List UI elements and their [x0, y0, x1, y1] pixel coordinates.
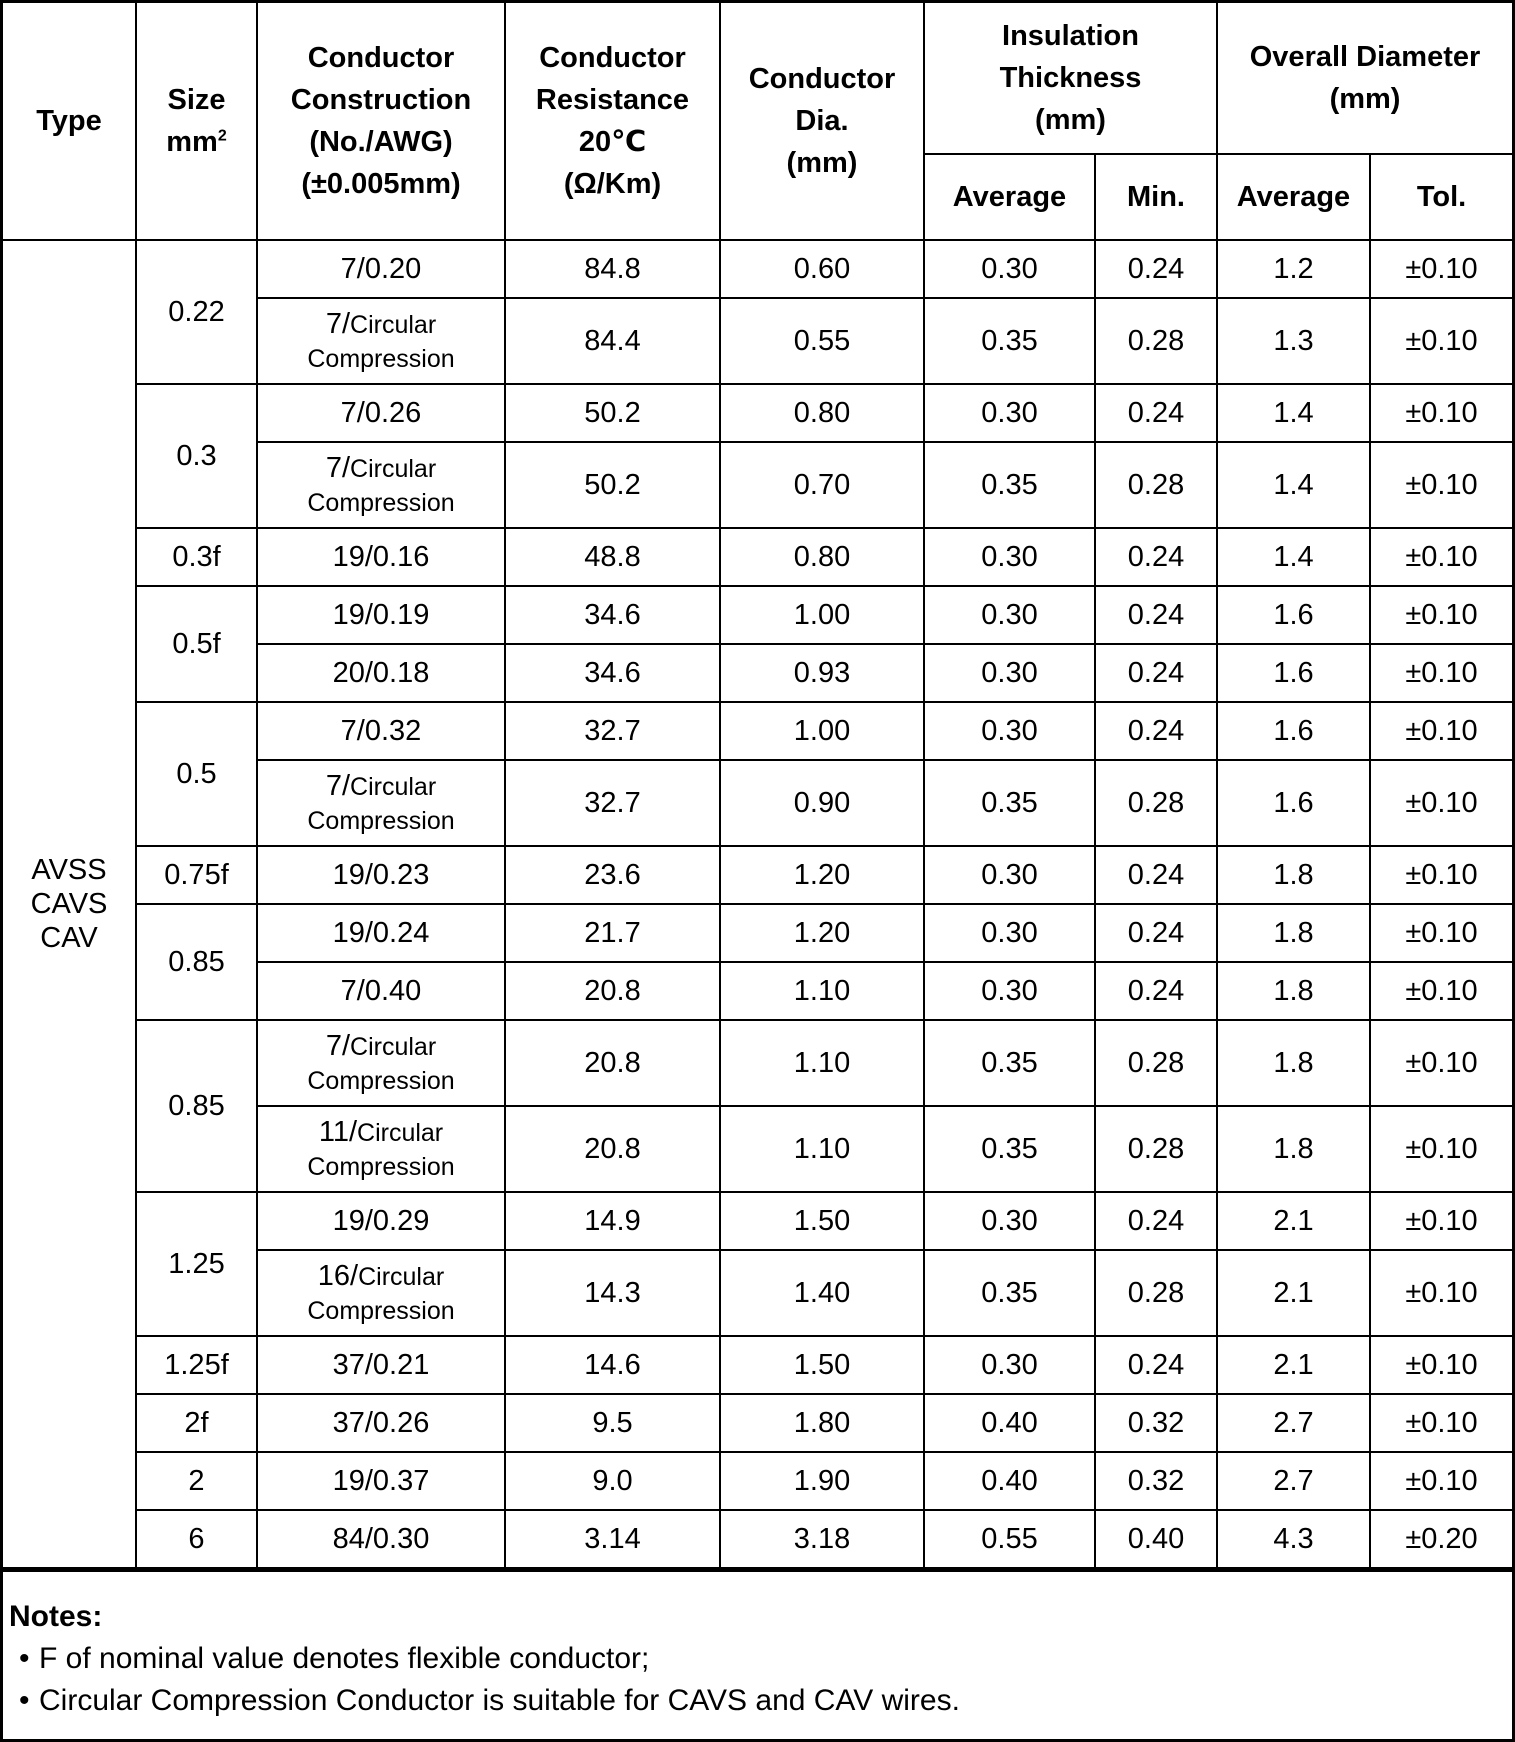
resistance-cell: 14.6 [505, 1336, 720, 1394]
ins-min-cell: 0.28 [1095, 442, 1217, 528]
ins-avg-cell: 0.30 [924, 962, 1095, 1020]
header-insulation-min: Min. [1095, 154, 1217, 240]
overall-avg-cell: 1.6 [1217, 644, 1370, 702]
tol-cell: ±0.10 [1370, 1020, 1512, 1106]
dia-cell: 1.90 [720, 1452, 924, 1510]
construction-cell: 7/0.40 [257, 962, 505, 1020]
resistance-cell: 48.8 [505, 528, 720, 586]
ins-avg-cell: 0.40 [924, 1394, 1095, 1452]
size-cell: 6 [136, 1510, 257, 1568]
tol-cell: ±0.10 [1370, 904, 1512, 962]
tol-cell: ±0.10 [1370, 1106, 1512, 1192]
ins-min-cell: 0.28 [1095, 760, 1217, 846]
size-cell: 1.25f [136, 1336, 257, 1394]
resistance-cell: 50.2 [505, 384, 720, 442]
table-row [3, 240, 1512, 298]
construction-cell: 19/0.19 [257, 586, 505, 644]
notes-title: Notes: [9, 1600, 103, 1633]
table-header [3, 3, 1512, 240]
construction-cell: 19/0.24 [257, 904, 505, 962]
tol-cell: ±0.10 [1370, 528, 1512, 586]
overall-avg-cell: 2.1 [1217, 1250, 1370, 1336]
header-size: Size $mm^2$ [136, 3, 257, 240]
table-row [3, 1020, 1512, 1106]
ins-avg-cell: 0.35 [924, 1020, 1095, 1106]
construction-cell: 7/Circular Compression [257, 760, 505, 846]
ins-avg-cell: 0.30 [924, 528, 1095, 586]
construction-cell: 11/Circular Compression [257, 1106, 505, 1192]
table-row [3, 528, 1512, 586]
ins-avg-cell: 0.35 [924, 760, 1095, 846]
resistance-cell: 9.0 [505, 1452, 720, 1510]
dia-cell: 1.40 [720, 1250, 924, 1336]
dia-cell: 1.00 [720, 586, 924, 644]
overall-avg-cell: 1.6 [1217, 760, 1370, 846]
header-overall-diameter: Overall Diameter (mm) [1217, 3, 1512, 154]
dia-cell: 0.55 [720, 298, 924, 384]
ins-min-cell: 0.24 [1095, 1192, 1217, 1250]
table-row [3, 846, 1512, 904]
header-conductor-dia: Conductor Dia. (mm) [720, 3, 924, 240]
overall-avg-cell: 1.4 [1217, 442, 1370, 528]
dia-cell: 0.70 [720, 442, 924, 528]
dia-cell: 1.10 [720, 1106, 924, 1192]
ins-avg-cell: 0.35 [924, 1106, 1095, 1192]
ins-min-cell: 0.28 [1095, 1020, 1217, 1106]
overall-avg-cell: 1.3 [1217, 298, 1370, 384]
ins-min-cell: 0.24 [1095, 528, 1217, 586]
dia-cell: 1.20 [720, 846, 924, 904]
size-cell: 2f [136, 1394, 257, 1452]
construction-cell: 84/0.30 [257, 1510, 505, 1568]
resistance-cell: 84.8 [505, 240, 720, 298]
tol-cell: ±0.10 [1370, 298, 1512, 384]
construction-cell: 7/Circular Compression [257, 298, 505, 384]
ins-avg-cell: 0.30 [924, 1336, 1095, 1394]
ins-min-cell: 0.24 [1095, 846, 1217, 904]
resistance-cell: 34.6 [505, 644, 720, 702]
ins-avg-cell: 0.55 [924, 1510, 1095, 1568]
ins-min-cell: 0.24 [1095, 384, 1217, 442]
header-insulation-average: Average [924, 154, 1095, 240]
ins-min-cell: 0.32 [1095, 1452, 1217, 1510]
ins-min-cell: 0.32 [1095, 1394, 1217, 1452]
tol-cell: ±0.10 [1370, 1452, 1512, 1510]
overall-avg-cell: 1.2 [1217, 240, 1370, 298]
overall-avg-cell: 2.7 [1217, 1394, 1370, 1452]
ins-min-cell: 0.24 [1095, 1336, 1217, 1394]
table-row [3, 586, 1512, 644]
ins-avg-cell: 0.30 [924, 384, 1095, 442]
dia-cell: 1.80 [720, 1394, 924, 1452]
construction-cell: 7/0.32 [257, 702, 505, 760]
dia-cell: 1.10 [720, 1020, 924, 1106]
tol-cell: ±0.20 [1370, 1510, 1512, 1568]
construction-cell: 7/Circular Compression [257, 1020, 505, 1106]
ins-min-cell: 0.24 [1095, 586, 1217, 644]
ins-avg-cell: 0.30 [924, 644, 1095, 702]
resistance-cell: 21.7 [505, 904, 720, 962]
construction-cell: 37/0.26 [257, 1394, 505, 1452]
size-cell: 0.5 [136, 702, 257, 846]
ins-min-cell: 0.24 [1095, 962, 1217, 1020]
size-cell: 0.3f [136, 528, 257, 586]
header-conductor-construction: Conductor Construction (No./AWG) (±0.005mm) [257, 3, 505, 240]
table-row [3, 1336, 1512, 1394]
tol-cell: ±0.10 [1370, 240, 1512, 298]
construction-cell: 7/0.26 [257, 384, 505, 442]
tol-cell: ±0.10 [1370, 442, 1512, 528]
dia-cell: 0.80 [720, 384, 924, 442]
ins-avg-cell: 0.30 [924, 1192, 1095, 1250]
ins-avg-cell: 0.30 [924, 904, 1095, 962]
resistance-cell: 50.2 [505, 442, 720, 528]
header-overall-average: Average [1217, 154, 1370, 240]
dia-cell: 0.80 [720, 528, 924, 586]
dia-cell: 3.18 [720, 1510, 924, 1568]
resistance-cell: 20.8 [505, 962, 720, 1020]
ins-avg-cell: 0.30 [924, 702, 1095, 760]
note-item: • Circular Compression Conductor is suitable for CAVS and CAV wires. [9, 1680, 1512, 1722]
ins-avg-cell: 0.35 [924, 298, 1095, 384]
overall-avg-cell: 1.8 [1217, 904, 1370, 962]
tol-cell: ±0.10 [1370, 962, 1512, 1020]
wire-spec-table [3, 3, 1512, 1569]
construction-cell: 37/0.21 [257, 1336, 505, 1394]
overall-avg-cell: 1.8 [1217, 962, 1370, 1020]
table-row [3, 1192, 1512, 1250]
ins-min-cell: 0.28 [1095, 298, 1217, 384]
overall-avg-cell: 1.6 [1217, 702, 1370, 760]
overall-avg-cell: 2.1 [1217, 1336, 1370, 1394]
bullet-icon: • [19, 1684, 30, 1717]
construction-cell: 19/0.29 [257, 1192, 505, 1250]
resistance-cell: 3.14 [505, 1510, 720, 1568]
table-row [3, 702, 1512, 760]
size-cell: 2 [136, 1452, 257, 1510]
construction-cell: 19/0.37 [257, 1452, 505, 1510]
overall-avg-cell: 4.3 [1217, 1510, 1370, 1568]
size-cell: 0.3 [136, 384, 257, 528]
resistance-cell: 14.9 [505, 1192, 720, 1250]
ins-avg-cell: 0.35 [924, 442, 1095, 528]
note-item: • F of nominal value denotes flexible conductor; [9, 1638, 1512, 1680]
ins-min-cell: 0.24 [1095, 702, 1217, 760]
dia-cell: 1.20 [720, 904, 924, 962]
table-body [3, 240, 1512, 1568]
table-row [3, 904, 1512, 962]
resistance-cell: 9.5 [505, 1394, 720, 1452]
ins-avg-cell: 0.35 [924, 1250, 1095, 1336]
construction-cell: 7/0.20 [257, 240, 505, 298]
tol-cell: ±0.10 [1370, 644, 1512, 702]
ins-avg-cell: 0.30 [924, 240, 1095, 298]
overall-avg-cell: 1.4 [1217, 384, 1370, 442]
overall-avg-cell: 1.8 [1217, 1020, 1370, 1106]
construction-cell: 7/Circular Compression [257, 442, 505, 528]
ins-min-cell: 0.24 [1095, 904, 1217, 962]
tol-cell: ±0.10 [1370, 384, 1512, 442]
resistance-cell: 20.8 [505, 1020, 720, 1106]
tol-cell: ±0.10 [1370, 1192, 1512, 1250]
construction-cell: 19/0.23 [257, 846, 505, 904]
dia-cell: 0.90 [720, 760, 924, 846]
resistance-cell: 32.7 [505, 702, 720, 760]
header-overall-tol: Tol. [1370, 154, 1512, 240]
ins-avg-cell: 0.30 [924, 846, 1095, 904]
ins-min-cell: 0.28 [1095, 1106, 1217, 1192]
ins-min-cell: 0.24 [1095, 644, 1217, 702]
table-row [3, 1394, 1512, 1452]
table-row [3, 384, 1512, 442]
overall-avg-cell: 1.8 [1217, 1106, 1370, 1192]
resistance-cell: 14.3 [505, 1250, 720, 1336]
header-conductor-resistance: Conductor Resistance 20℃ (Ω/Km) [505, 3, 720, 240]
tol-cell: ±0.10 [1370, 702, 1512, 760]
overall-avg-cell: 1.6 [1217, 586, 1370, 644]
dia-cell: 1.50 [720, 1336, 924, 1394]
dia-cell: 1.10 [720, 962, 924, 1020]
notes-section [3, 1569, 1512, 1722]
size-cell: 0.75f [136, 846, 257, 904]
ins-avg-cell: 0.30 [924, 586, 1095, 644]
table-row [3, 1452, 1512, 1510]
construction-cell: 19/0.16 [257, 528, 505, 586]
resistance-cell: 84.4 [505, 298, 720, 384]
overall-avg-cell: 1.8 [1217, 846, 1370, 904]
size-cell: 0.22 [136, 240, 257, 384]
dia-cell: 1.00 [720, 702, 924, 760]
header-insulation-thickness: Insulation Thickness (mm) [924, 3, 1217, 154]
construction-cell: 16/Circular Compression [257, 1250, 505, 1336]
dia-cell: 0.93 [720, 644, 924, 702]
ins-min-cell: 0.40 [1095, 1510, 1217, 1568]
bullet-icon: • [19, 1642, 30, 1675]
overall-avg-cell: 1.4 [1217, 528, 1370, 586]
size-cell: 1.25 [136, 1192, 257, 1336]
tol-cell: ±0.10 [1370, 586, 1512, 644]
tol-cell: ±0.10 [1370, 1394, 1512, 1452]
construction-cell: 20/0.18 [257, 644, 505, 702]
ins-min-cell: 0.24 [1095, 240, 1217, 298]
resistance-cell: 32.7 [505, 760, 720, 846]
resistance-cell: 23.6 [505, 846, 720, 904]
resistance-cell: 20.8 [505, 1106, 720, 1192]
table-row [3, 1510, 1512, 1568]
tol-cell: ±0.10 [1370, 760, 1512, 846]
type-cell: AVSS CAVS CAV [3, 240, 136, 1568]
size-cell: 0.85 [136, 1020, 257, 1192]
size-cell: 0.5f [136, 586, 257, 702]
size-cell: 0.85 [136, 904, 257, 1020]
tol-cell: ±0.10 [1370, 1336, 1512, 1394]
ins-avg-cell: 0.40 [924, 1452, 1095, 1510]
ins-min-cell: 0.28 [1095, 1250, 1217, 1336]
dia-cell: 1.50 [720, 1192, 924, 1250]
tol-cell: ±0.10 [1370, 846, 1512, 904]
resistance-cell: 34.6 [505, 586, 720, 644]
overall-avg-cell: 2.7 [1217, 1452, 1370, 1510]
tol-cell: ±0.10 [1370, 1250, 1512, 1336]
overall-avg-cell: 2.1 [1217, 1192, 1370, 1250]
header-type: Type [3, 3, 136, 240]
dia-cell: 0.60 [720, 240, 924, 298]
